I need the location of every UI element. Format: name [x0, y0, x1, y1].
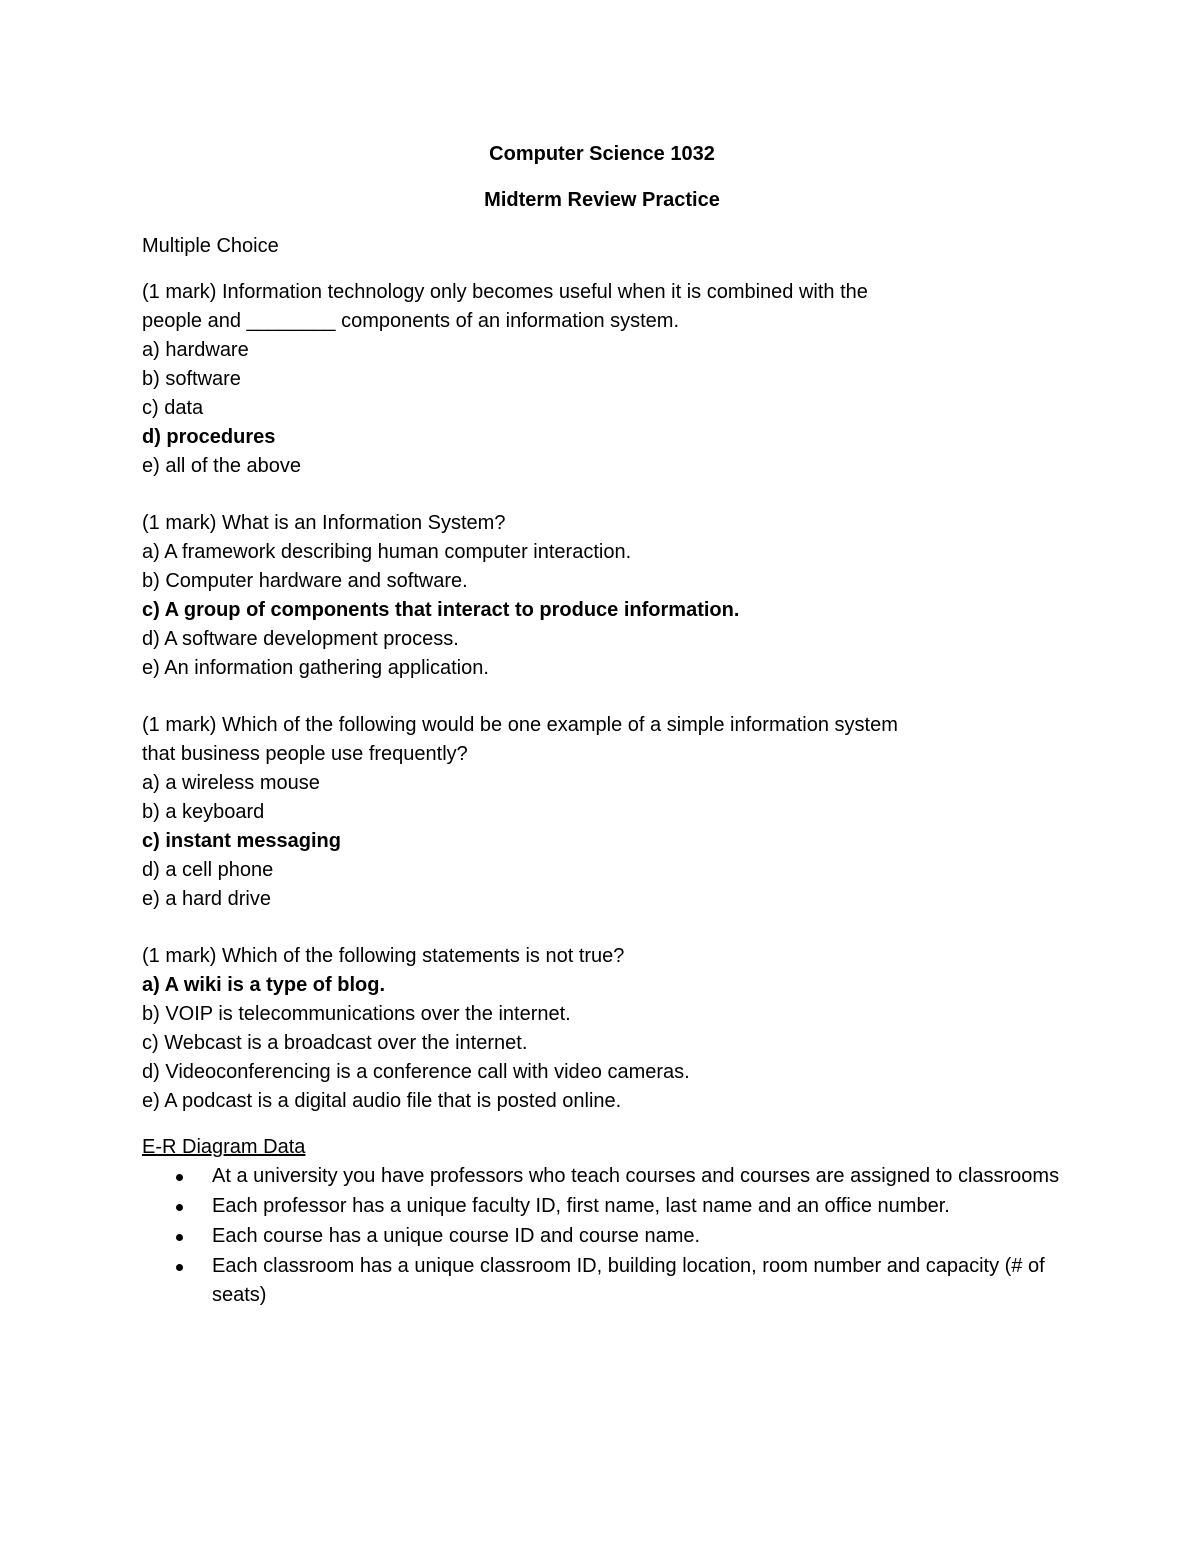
er-bullet-text: Each course has a unique course ID and course name.: [212, 1225, 701, 1247]
answer-option: b) a keyboard: [142, 801, 265, 823]
er-heading: E-R Diagram Data: [142, 1136, 306, 1158]
answer-option: c) Webcast is a broadcast over the internet.: [142, 1032, 528, 1054]
er-section: [142, 1133, 1062, 1310]
er-bullet-text: Each classroom has a unique classroom ID, building location, room number and capacity (# of seats): [212, 1255, 1045, 1306]
er-bullet-item: [142, 1162, 1062, 1191]
question-4: [142, 942, 1062, 1116]
answer-options: [142, 336, 1062, 481]
section-label: Multiple Choice: [142, 235, 279, 257]
er-bullet-text: At a university you have professors who teach courses and courses are assigned to classrooms: [212, 1165, 1060, 1187]
answer-option: e) all of the above: [142, 455, 301, 477]
answer-option: d) Videoconferencing is a conference call with video cameras.: [142, 1061, 690, 1083]
answer-option: c) data: [142, 397, 204, 419]
answer-options: [142, 538, 1062, 683]
question-text: (1 mark) Information technology only becomes useful when it is combined with the: [142, 281, 868, 303]
answer-option: d) a cell phone: [142, 859, 274, 881]
answer-option-correct: c) instant messaging: [142, 830, 341, 852]
answer-option: e) An information gathering application.: [142, 657, 489, 679]
answer-option: d) A software development process.: [142, 628, 459, 650]
answer-option-correct: c) A group of components that interact to produce information.: [142, 599, 740, 621]
er-bullet-item: [142, 1252, 1062, 1310]
bullet-icon: [176, 1174, 183, 1181]
answer-option: a) a wireless mouse: [142, 772, 320, 794]
answer-option-correct: d) procedures: [142, 426, 276, 448]
er-bullet-text: Each professor has a unique faculty ID, first name, last name and an office number.: [212, 1195, 950, 1217]
document-subtitle: Midterm Review Practice: [484, 189, 720, 211]
question-text: (1 mark) Which of the following statements is not true?: [142, 945, 625, 967]
bullet-icon: [176, 1234, 183, 1241]
document-content: [142, 140, 1062, 1311]
answer-option: e) a hard drive: [142, 888, 271, 910]
question-3: [142, 711, 1062, 914]
er-bullet-list: [142, 1162, 1062, 1310]
question-1: [142, 278, 1062, 481]
answer-option: a) hardware: [142, 339, 249, 361]
answer-option-correct: a) A wiki is a type of blog.: [142, 974, 385, 996]
question-text: (1 mark) What is an Information System?: [142, 512, 506, 534]
answer-option: b) VOIP is telecommunications over the internet.: [142, 1003, 571, 1025]
answer-options: [142, 769, 1062, 914]
er-bullet-item: [142, 1192, 1062, 1221]
er-bullet-item: [142, 1222, 1062, 1251]
bullet-icon: [176, 1204, 183, 1211]
answer-option: a) A framework describing human computer interaction.: [142, 541, 632, 563]
question-text: people and ________ components of an information system.: [142, 310, 680, 332]
answer-option: b) Computer hardware and software.: [142, 570, 468, 592]
bullet-icon: [176, 1264, 183, 1271]
question-text: (1 mark) Which of the following would be one example of a simple information system: [142, 714, 898, 736]
question-text: that business people use frequently?: [142, 743, 468, 765]
answer-option: e) A podcast is a digital audio file that is posted online.: [142, 1090, 622, 1112]
course-title: Computer Science 1032: [489, 143, 715, 165]
answer-option: b) software: [142, 368, 241, 390]
answer-options: [142, 971, 1062, 1116]
question-2: [142, 509, 1062, 683]
